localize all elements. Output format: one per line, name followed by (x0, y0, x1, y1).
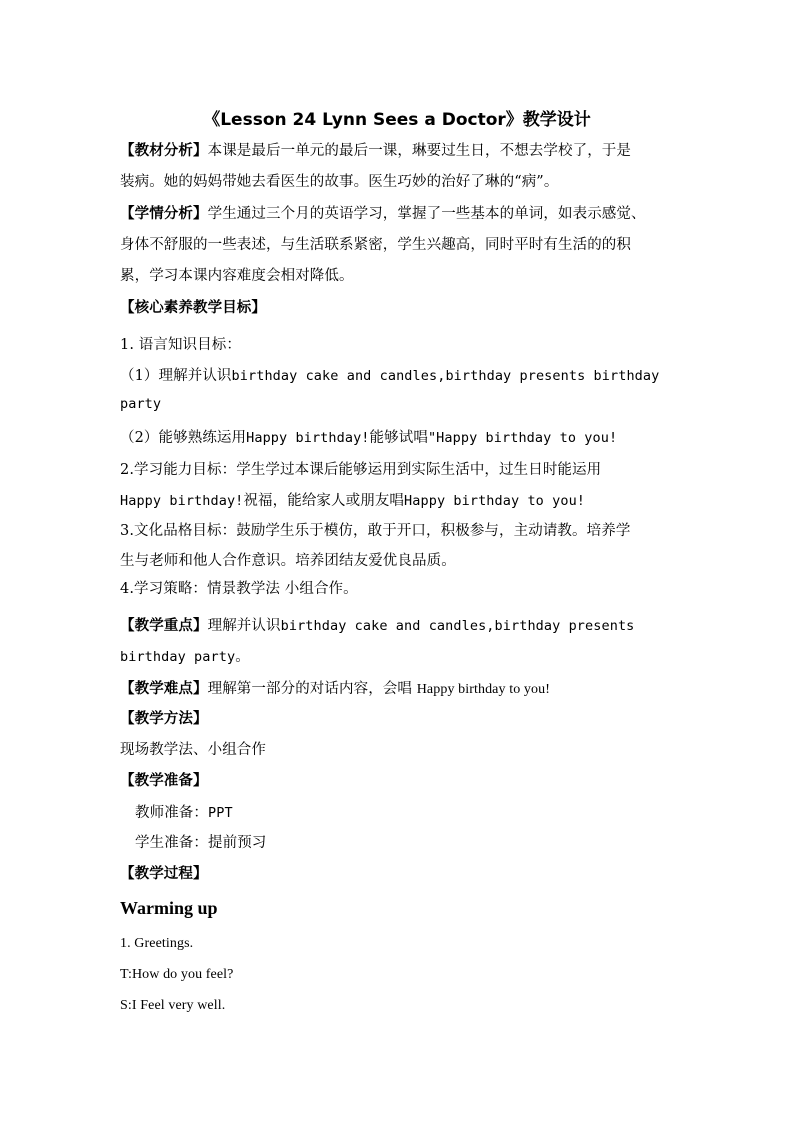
method-text: 现场教学法、小组合作 (120, 742, 266, 758)
goal-2-en-2: Happy birthday to you! (404, 493, 586, 509)
keypoint-label: 【教学重点】 (120, 618, 208, 634)
prep-teacher-cn: 教师准备： (135, 805, 208, 821)
goal-1: 1. 语言知识目标： (120, 337, 241, 353)
student-analysis-text-1: 学生通过三个月的英语学习，掌握了一些基本的单词，如表示感觉、 (207, 206, 646, 222)
keypoint-line-1 (120, 614, 634, 635)
difficulty-en: Happy birthday to you! (416, 682, 550, 697)
method-label: 【教学方法】 (120, 711, 208, 727)
keypoint-line-2 (120, 645, 250, 666)
goal-1a-en-2: party (120, 396, 162, 412)
goal-1a-line (120, 364, 659, 385)
keypoint-en-2: birthday party (120, 649, 236, 665)
prep-teacher (135, 801, 233, 822)
difficulty-label: 【教学难点】 (120, 681, 208, 697)
material-analysis-text-1: 本课是最后一单元的最后一课，琳要过生日，不想去学校了，于是 (207, 143, 632, 159)
process-line-2: T:How do you feel? (120, 967, 234, 982)
student-analysis-line-1 (120, 202, 646, 223)
warming-up-heading: Warming up (120, 898, 218, 918)
student-analysis-line-3: 累，学习本课内容难度会相对降低。 (120, 268, 354, 284)
goal-1a-cn: （1）理解并认识 (120, 368, 232, 384)
difficulty-cn: 理解第一部分的对话内容，会唱 (207, 681, 417, 697)
material-analysis-label: 【教材分析】 (120, 143, 208, 159)
goal-1b-cn: （2）能够熟练运用 (120, 430, 247, 446)
material-analysis-line-2: 装病。她的妈妈带她去看医生的故事。医生巧妙的治好了琳的“病”。 (120, 174, 559, 190)
student-analysis-line-2: 身体不舒服的一些表述，与生活联系紧密，学生兴趣高，同时平时有生活的的积 (120, 237, 631, 253)
prep-student: 学生准备：提前预习 (135, 835, 267, 851)
prep-label: 【教学准备】 (120, 773, 208, 789)
page-title: 《Lesson 24 Lynn Sees a Doctor》教学设计 (203, 110, 591, 130)
process-line-1: 1. Greetings. (120, 936, 194, 951)
goal-1b-cn-2: 能够试唱 (369, 430, 428, 446)
student-analysis-label: 【学情分析】 (120, 206, 208, 222)
material-analysis-line-1 (120, 139, 631, 160)
keypoint-en: birthday cake and candles,birthday presents (280, 618, 635, 634)
difficulty-line (120, 677, 550, 698)
goal-1b-line (120, 426, 617, 447)
goal-2-en-1: Happy birthday! (120, 493, 244, 509)
goal-2-line-2 (120, 489, 585, 510)
goal-4: 4.学习策略：情景教学法 小组合作。 (120, 581, 358, 597)
goal-1a-en: birthday cake and candles,birthday presents birthday (231, 368, 660, 384)
goal-2-cn-2: 祝福，能给家人或朋友唱 (243, 493, 405, 509)
process-line-3: S:I Feel very well. (120, 998, 226, 1013)
prep-teacher-en: PPT (208, 805, 233, 821)
goal-3-line-2: 生与老师和他人合作意识。培养团结友爱优良品质。 (120, 553, 456, 569)
goal-1b-en-2: "Happy birthday to you! (427, 430, 618, 446)
keypoint-end: 。 (235, 649, 250, 665)
goal-2-line-1: 2.学习能力目标：学生学过本课后能够运用到实际生活中，过生日时能运用 (120, 462, 602, 478)
goal-1b-en-1: Happy birthday! (246, 430, 370, 446)
goals-heading: 【核心素养教学目标】 (120, 300, 266, 316)
process-label: 【教学过程】 (120, 866, 208, 882)
keypoint-cn: 理解并认识 (207, 618, 281, 634)
goal-3-line-1: 3.文化品格目标：鼓励学生乐于模仿，敢于开口，积极参与，主动请教。培养学 (120, 523, 631, 539)
